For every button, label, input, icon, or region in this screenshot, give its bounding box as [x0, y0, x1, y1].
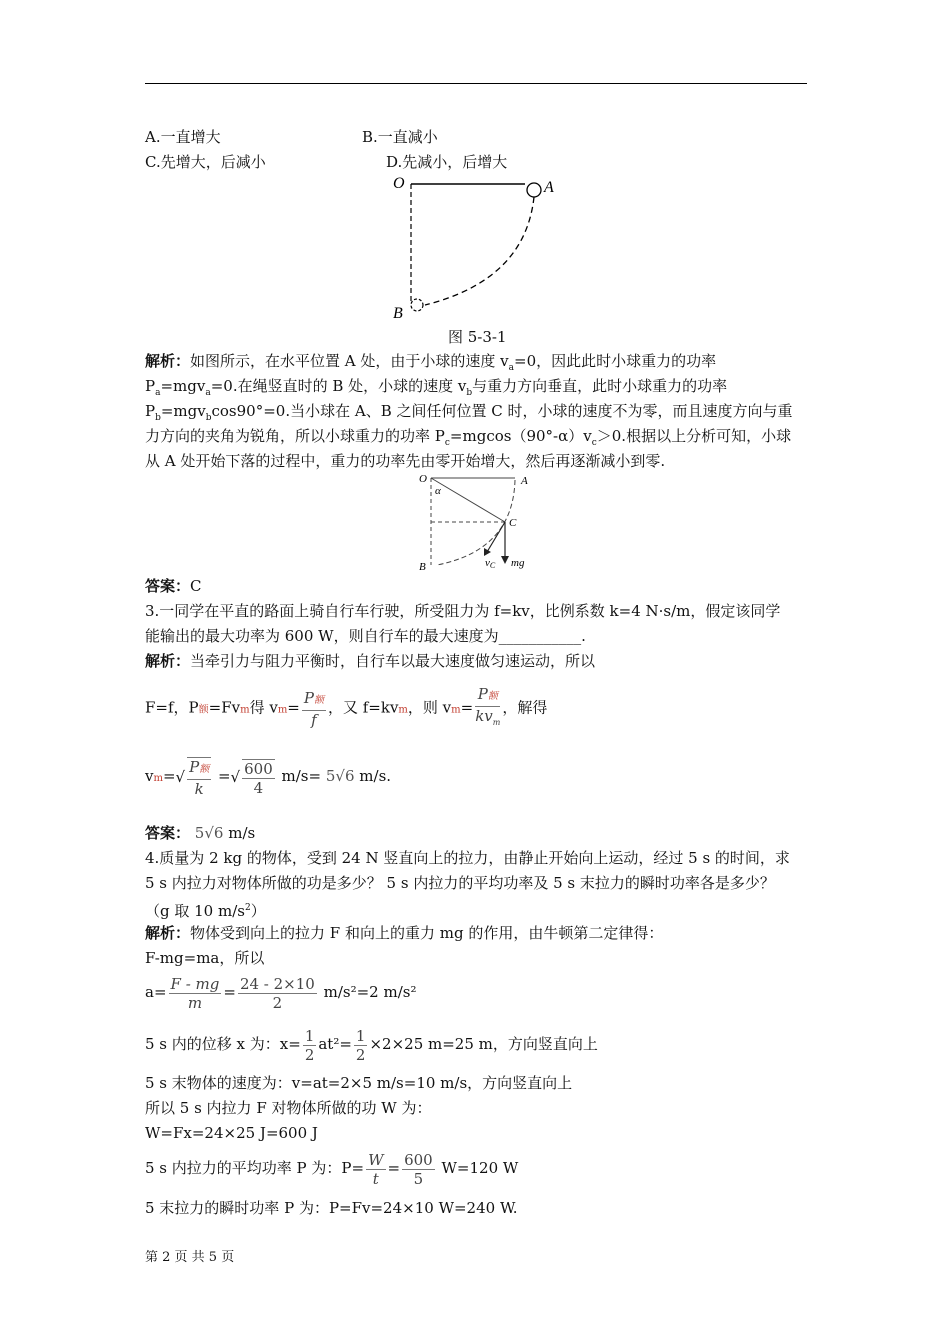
q4-displacement: 5 s 内的位移 x 为：x= $\frac{1}{2}$ at²= $\frac{1}{2}$ ×2×25 m=25 m，方向竖直向上 [145, 1026, 598, 1064]
fig2-label-mg: mg [511, 557, 525, 569]
q4-acceleration: a= $\frac{F - mg}{m}$ = $\frac{24 - 2\times 10}{2}$ m/s²=2 m/s² [145, 974, 417, 1012]
q4-newton: F-mg=ma，所以 [145, 949, 265, 967]
q4-line1: 4.质量为 2 kg 的物体，受到 24 N 竖直向上的拉力，由静止开始向上运动，经过 5 s 的时间，求 [145, 849, 790, 867]
q4-velocity: 5 s 末物体的速度为：v=at=2×5 m/s=10 m/s，方向竖直向上 [145, 1074, 573, 1092]
q4-instant-power: 5 末拉力的瞬时功率 P 为：P=Fv=24×10 W=240 W. [145, 1199, 518, 1217]
q4-line3: （g 取 10 $m/s^2$） [145, 902, 266, 920]
q4-work-intro: 所以 5 s 内拉力 F 对物体所做的功 W 为： [145, 1099, 432, 1117]
fig1-label-a: A [544, 179, 554, 196]
fig2-label-b: B [419, 561, 426, 573]
q3-line1: 3.一同学在平直的路面上骑自行车行驶，所受阻力为 f=kv，比例系数 k=4 N·s/m，假定该同学 [145, 602, 781, 620]
q3-equation2: vm=√ $\frac{\text{P额}}{k}$ =√ $\frac{600}{4}$ m/s= 5√6 m/s. [145, 755, 391, 800]
q3-answer: 答案： 5√6 m/s [145, 824, 256, 842]
q2-analysis-line5: 从 A 处开始下落的过程中，重力的功率先由零开始增大，然后再逐渐减小到零. [145, 452, 666, 470]
sqrt-600-over-4: √ $\frac{600}{4}$ [230, 760, 273, 797]
option-a: A.一直增大 [145, 128, 221, 146]
fig1-label-b: B [393, 305, 403, 322]
fig2-label-alpha: α [435, 485, 441, 497]
fig2-label-c: C [509, 517, 517, 529]
q3-analysis: 解析：当牵引力与阻力平衡时，自行车以最大速度做匀速运动，所以 [145, 652, 596, 670]
fraction-a-numeric: $\frac{24 - 2\times 10}{2}$ [239, 974, 315, 1012]
header-rule [145, 83, 807, 84]
option-d: D.先减小，后增大 [386, 153, 508, 171]
page-footer: 第 2 页 共 5 页 [145, 1250, 235, 1265]
q4-average-power: 5 s 内拉力的平均功率 P 为：P= $\frac{W}{t}$ = $\frac{600}{5}$ W=120 W [145, 1150, 519, 1188]
fig2-label-vc: vC [485, 557, 496, 570]
sqrt-p-over-k: √ $\frac{\text{P额}}{k}$ [175, 758, 210, 799]
fig2-label-o: O [419, 473, 427, 485]
fraction-a-symbolic: $\frac{F - mg}{m}$ [170, 974, 220, 1012]
fig2-label-a: A [521, 475, 528, 487]
q3-line2: 能输出的最大功率为 600 W，则自行车的最大速度为___________. [145, 627, 586, 645]
q2-analysis-line2: $P_a=mgv_a=0$.在绳竖直时的 B 处，小球的速度 $v_b$与重力方向垂直，此时小球重力的功率 [145, 377, 728, 398]
q2-answer: 答案：C [145, 577, 202, 595]
q4-line2: 5 s 内拉力对物体所做的功是多少？ 5 s 内拉力的平均功率及 5 s 末拉力的瞬时功率各是多少？ [145, 874, 775, 892]
q4-work: W=Fx=24×25 J=600 J [145, 1124, 318, 1142]
option-c: C.先增大，后减小 [145, 153, 266, 171]
fraction-p-over-f: $\frac{\text{P额}}{f}$ [303, 688, 324, 729]
fraction-p-over-kv: $\frac{\text{P额}}{kv_m}$ [475, 685, 501, 727]
q2-analysis-line3: $P_b=mgv_b\cos 90^\circ=0$.当小球在 A、B 之间任何位置 C 时，小球的速度不为零，而且速度方向与重 [145, 402, 793, 423]
fig1-label-o: O [393, 175, 405, 192]
q4-analysis: 解析：物体受到向上的拉力 F 和向上的重力 mg 的作用，由牛顿第二定律得： [145, 924, 664, 942]
q3-equation1: F=f，P额=Fvm得 vm= $\frac{\text{P额}}{f}$ ，又 f=kvm，则 vm= $\frac{\text{P额}}{kv_m}$ ，解得 [145, 685, 547, 732]
option-b: B.一直减小 [362, 128, 438, 146]
q2-analysis-line4: 力方向的夹角为锐角，所以小球重力的功率 $P_c=mgcos(90^\circ-\alpha)v_c>0$.根据以上分析可知，小球 [145, 427, 792, 448]
figure-caption: 图 5-3-1 [448, 328, 507, 346]
q2-analysis-line1: 解析：如图所示，在水平位置 A 处，由于小球的速度 $v_a=0$，因此此时小球重力的功率 [145, 352, 717, 373]
figure-force-diagram [415, 470, 545, 575]
figure-pendulum [385, 170, 565, 325]
